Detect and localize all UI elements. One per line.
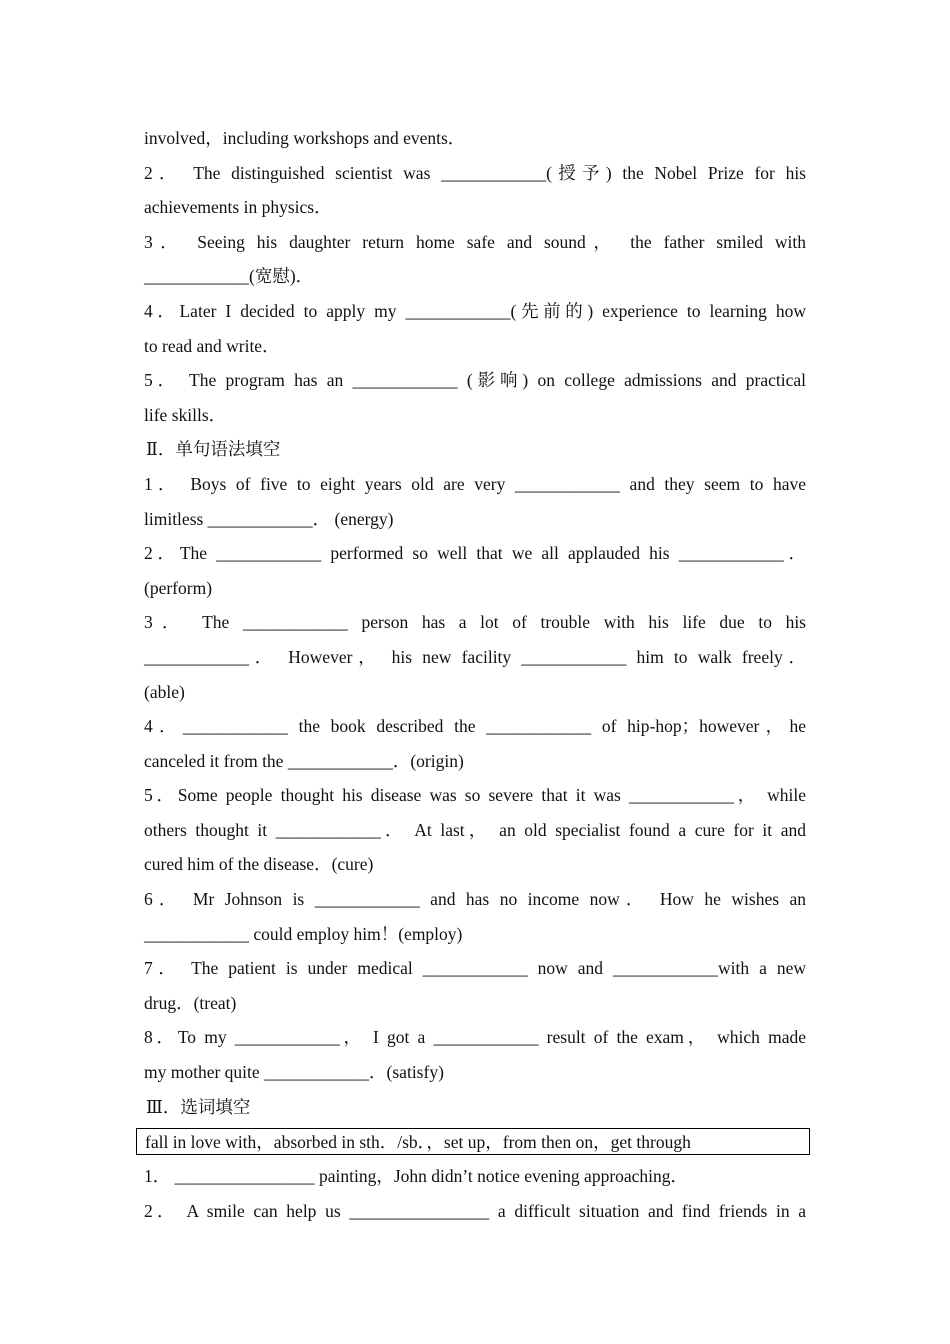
s2-question-5-line: 5．Some people thought his disease was so severe that it was ____________， while: [144, 785, 806, 806]
s2-question-1-line-2: limitless ____________． (energy): [144, 508, 394, 529]
worksheet-page: [144, 121, 806, 1228]
s2-question-8-line: 8．To my ____________， I got a ____________ result of the exam， which made: [144, 1027, 806, 1048]
s2-question-3-line-3: (able): [144, 681, 185, 702]
s2-question-5-line-2: others thought it ____________． At last， an old specialist found a cure for it and: [144, 819, 806, 840]
s2-question-1-line: 1． Boys of five to eight years old are very ____________ and they seem to have: [144, 473, 806, 494]
text-line: involved，including workshops and events．: [144, 128, 466, 148]
s2-question-6-line-2: ____________ could employ him！(employ): [144, 923, 463, 944]
s2-question-8-line-2: my mother quite ____________．(satisfy): [144, 1062, 444, 1083]
question-4-line: 4．Later I decided to apply my ____________(先前的) experience to learning how: [144, 300, 806, 321]
s2-question-4-line-2: canceled it from the ____________．(origin): [144, 750, 464, 771]
question-3-line: 3． Seeing his daughter return home safe and sound， the father smiled with: [144, 231, 806, 252]
word-bank-box: fall in love with，absorbed in sth．/sb．，set up，from then on，get through: [136, 1128, 810, 1155]
question-5-line: 5． The program has an ____________ (影响) on college admissions and practical: [144, 370, 806, 391]
s2-question-6-line: 6． Mr Johnson is ____________ and has no income now． How he wishes an: [144, 889, 806, 910]
s2-question-7-line-2: drug．(treat): [144, 992, 237, 1013]
question-2-line-2: achievements in physics．: [144, 197, 332, 218]
section-2-heading: Ⅱ．单句语法填空: [146, 439, 281, 460]
question-5-line-2: life skills．: [144, 404, 227, 425]
s3-question-2-line: 2． A smile can help us ________________ a difficult situation and find friends in a: [144, 1200, 806, 1221]
s2-question-3-line-2: ____________． However， his new facility ____________ him to walk freely．: [144, 646, 806, 667]
s2-question-2-line: 2．The ____________ performed so well that we all applauded his ____________．: [144, 543, 806, 564]
question-4-line-2: to read and write．: [144, 335, 280, 356]
s2-question-4-line: 4．____________ the book described the ____________ of hip-hop；however，he: [144, 716, 806, 737]
section-3-heading: Ⅲ．选词填空: [146, 1096, 251, 1117]
s2-question-5-line-3: cured him of the disease．(cure): [144, 854, 374, 875]
s2-question-2-line-2: (perform): [144, 577, 213, 598]
s2-question-7-line: 7． The patient is under medical ____________ now and ____________with a new: [144, 958, 806, 979]
s3-question-1-line: 1． ________________ painting，John didn’t notice evening approaching．: [144, 1166, 689, 1187]
s2-question-3-line: 3． The ____________ person has a lot of trouble with his life due to his: [144, 612, 806, 633]
question-3-line-2: ____________(宽慰)．: [144, 266, 314, 287]
question-2-line: 2． The distinguished scientist was ____________(授予) the Nobel Prize for his: [144, 162, 806, 183]
